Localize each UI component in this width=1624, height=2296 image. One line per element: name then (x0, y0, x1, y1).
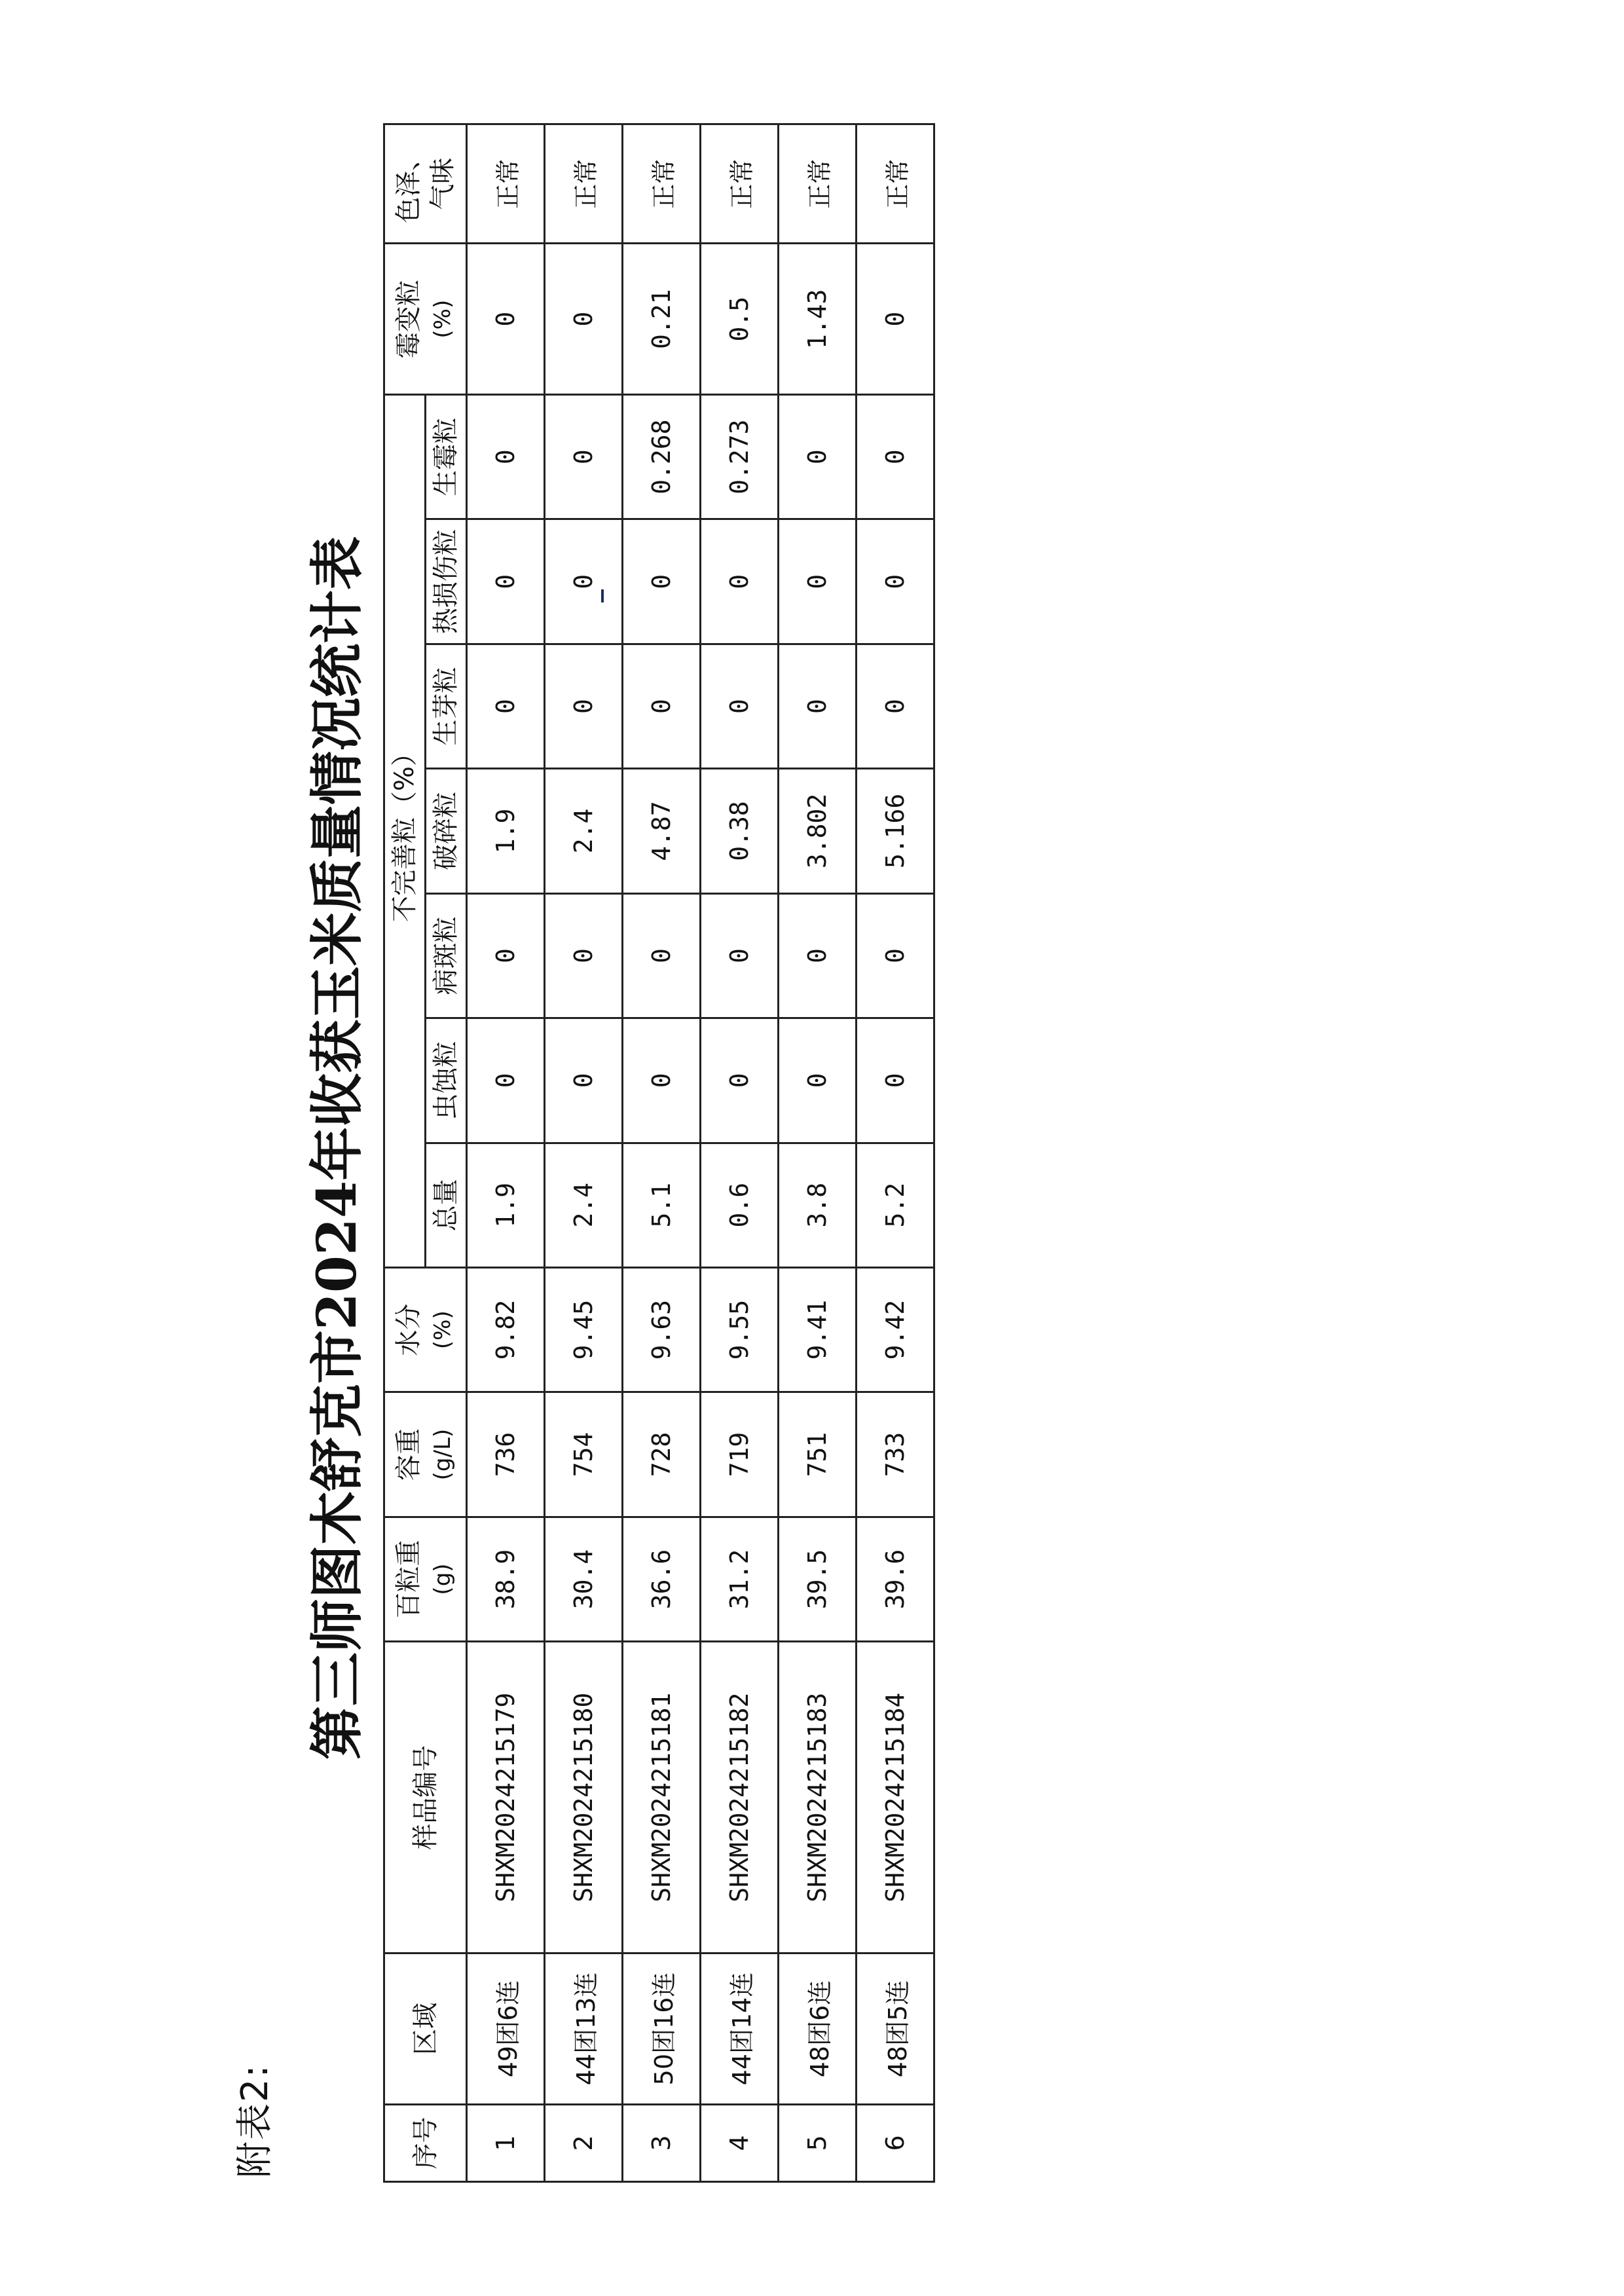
cell-region: 44团14连 (701, 1953, 779, 2105)
col-spotted-header: 病斑粒 (426, 893, 467, 1018)
cell-region: 48团5连 (857, 1953, 934, 2105)
cell-sample-no: SHXM2024215184 (857, 1642, 934, 1953)
cell-color-odor: 正常 (467, 124, 545, 244)
cell-seq: 2 (545, 2104, 623, 2181)
col-hundred-weight-header (384, 1517, 467, 1641)
cell-moisture: 9.41 (779, 1267, 857, 1392)
col-region-header: 区域 (384, 1953, 467, 2105)
cell-sample-no: SHXM2024215183 (779, 1642, 857, 1953)
cell-moisture: 9.55 (701, 1267, 779, 1392)
col-sprouted-header: 生芽粒 (426, 644, 467, 768)
cell-moisture: 9.63 (623, 1267, 701, 1392)
cell-seq: 6 (857, 2104, 934, 2181)
cell-spotted: 0 (467, 893, 545, 1018)
header-row-1 (384, 124, 426, 2182)
cell-bulk-density: 751 (779, 1392, 857, 1517)
appendix-label: 附表2: (234, 2064, 276, 2178)
cell-color-odor: 正常 (779, 124, 857, 244)
cell-spotted: 0 (623, 893, 701, 1018)
col-seq-header: 序号 (384, 2104, 467, 2181)
cell-sample-no: SHXM2024215180 (545, 1642, 623, 1953)
cell-mildew: 0.5 (701, 244, 779, 395)
cell-moldy: 0.273 (701, 394, 779, 519)
cell-total: 0.6 (701, 1143, 779, 1267)
cell-region: 50团16连 (623, 1953, 701, 2105)
cell-mildew: 0 (857, 244, 934, 395)
cell-bulk-density: 719 (701, 1392, 779, 1517)
col-mildew-header (384, 244, 467, 395)
cell-hundred-weight: 31.2 (701, 1517, 779, 1641)
cell-sprouted: 0 (623, 644, 701, 768)
cell-seq: 5 (779, 2104, 857, 2181)
cell-region: 48团6连 (779, 1953, 857, 2105)
cell-spotted: 0 (779, 893, 857, 1018)
cell-mildew: 0 (545, 244, 623, 395)
cell-heat: 0 (467, 519, 545, 644)
cell-total: 2.4 (545, 1143, 623, 1267)
cell-region: 44团13连 (545, 1953, 623, 2105)
mildew-label: 霉变粒 (393, 280, 424, 359)
cell-insect: 0 (701, 1018, 779, 1143)
table-row (779, 124, 857, 2182)
cell-moisture: 9.42 (857, 1267, 934, 1392)
cell-spotted: 0 (701, 893, 779, 1018)
cell-mildew: 0.21 (623, 244, 701, 395)
cell-hundred-weight: 39.5 (779, 1517, 857, 1641)
cell-insect: 0 (779, 1018, 857, 1143)
cell-moisture: 9.45 (545, 1267, 623, 1392)
col-heat-header: 热损伤粒 (426, 519, 467, 644)
cell-seq: 1 (467, 2104, 545, 2181)
cell-insect: 0 (467, 1018, 545, 1143)
col-moldy-header: 生霉粒 (426, 394, 467, 519)
table-row (545, 124, 623, 2182)
cell-moldy: 0.268 (623, 394, 701, 519)
col-moisture-header (384, 1267, 467, 1392)
cell-mildew: 0 (467, 244, 545, 395)
cell-bulk-density: 728 (623, 1392, 701, 1517)
cell-bulk-density: 733 (857, 1392, 934, 1517)
cell-broken: 4.87 (623, 769, 701, 893)
cell-region: 49团6连 (467, 1953, 545, 2105)
cell-broken: 3.802 (779, 769, 857, 893)
moisture-label: 水分 (393, 1303, 424, 1356)
cell-mildew: 1.43 (779, 244, 857, 395)
moisture-unit: (%) (429, 1310, 456, 1350)
imperfect-group-header: 不完善粒（%） (384, 394, 426, 1267)
cell-broken: 2.4 (545, 769, 623, 893)
cell-sprouted: 0 (779, 644, 857, 768)
col-insect-header: 虫蚀粒 (426, 1018, 467, 1143)
hundred-weight-unit: (g) (429, 1563, 456, 1595)
cell-color-odor: 正常 (545, 124, 623, 244)
cell-sprouted: 0 (857, 644, 934, 768)
table-row (467, 124, 545, 2182)
cell-sample-no: SHXM2024215182 (701, 1642, 779, 1953)
cell-color-odor: 正常 (701, 124, 779, 244)
col-bulk-density-header (384, 1392, 467, 1517)
cell-moisture: 9.82 (467, 1267, 545, 1392)
cell-heat: 0 (623, 519, 701, 644)
cell-total: 5.1 (623, 1143, 701, 1267)
cell-heat: 0 (779, 519, 857, 644)
scan-edge-mark (601, 589, 604, 602)
cell-color-odor: 正常 (623, 124, 701, 244)
col-sample-no-header: 样品编号 (384, 1642, 467, 1953)
hundred-weight-label: 百粒重 (393, 1540, 424, 1619)
cell-total: 3.8 (779, 1143, 857, 1267)
cell-heat: 0 (545, 519, 623, 644)
document-title: 第三师图木舒克市2024年收获玉米质量情况统计表 (306, 536, 369, 1760)
col-total-header: 总量 (426, 1143, 467, 1267)
cell-bulk-density: 754 (545, 1392, 623, 1517)
cell-total: 1.9 (467, 1143, 545, 1267)
color-odor-label-1: 色泽、 (393, 144, 424, 223)
color-odor-label-2: 气味 (427, 157, 458, 210)
cell-moldy: 0 (857, 394, 934, 519)
table-row (857, 124, 934, 2182)
col-broken-header: 破碎粒 (426, 769, 467, 893)
cell-hundred-weight: 38.9 (467, 1517, 545, 1641)
corn-quality-table (383, 123, 935, 2183)
cell-heat: 0 (701, 519, 779, 644)
bulk-density-label: 容重 (393, 1428, 424, 1481)
cell-sample-no: SHXM2024215181 (623, 1642, 701, 1953)
cell-insect: 0 (623, 1018, 701, 1143)
table-row (623, 124, 701, 2182)
cell-insect: 0 (857, 1018, 934, 1143)
cell-spotted: 0 (545, 893, 623, 1018)
cell-broken: 1.9 (467, 769, 545, 893)
cell-color-odor: 正常 (857, 124, 934, 244)
cell-moldy: 0 (545, 394, 623, 519)
cell-seq: 4 (701, 2104, 779, 2181)
cell-sprouted: 0 (467, 644, 545, 768)
table-row (701, 124, 779, 2182)
cell-seq: 3 (623, 2104, 701, 2181)
cell-broken: 5.166 (857, 769, 934, 893)
mildew-unit: (%) (429, 299, 456, 339)
cell-sample-no: SHXM2024215179 (467, 1642, 545, 1953)
cell-moldy: 0 (467, 394, 545, 519)
cell-spotted: 0 (857, 893, 934, 1018)
cell-heat: 0 (857, 519, 934, 644)
cell-bulk-density: 736 (467, 1392, 545, 1517)
cell-broken: 0.38 (701, 769, 779, 893)
cell-hundred-weight: 39.6 (857, 1517, 934, 1641)
bulk-density-unit: (g/L) (429, 1428, 456, 1481)
cell-hundred-weight: 36.6 (623, 1517, 701, 1641)
cell-sprouted: 0 (701, 644, 779, 768)
col-color-odor-header (384, 124, 467, 244)
cell-total: 5.2 (857, 1143, 934, 1267)
cell-moldy: 0 (779, 394, 857, 519)
cell-insect: 0 (545, 1018, 623, 1143)
cell-sprouted: 0 (545, 644, 623, 768)
cell-hundred-weight: 30.4 (545, 1517, 623, 1641)
